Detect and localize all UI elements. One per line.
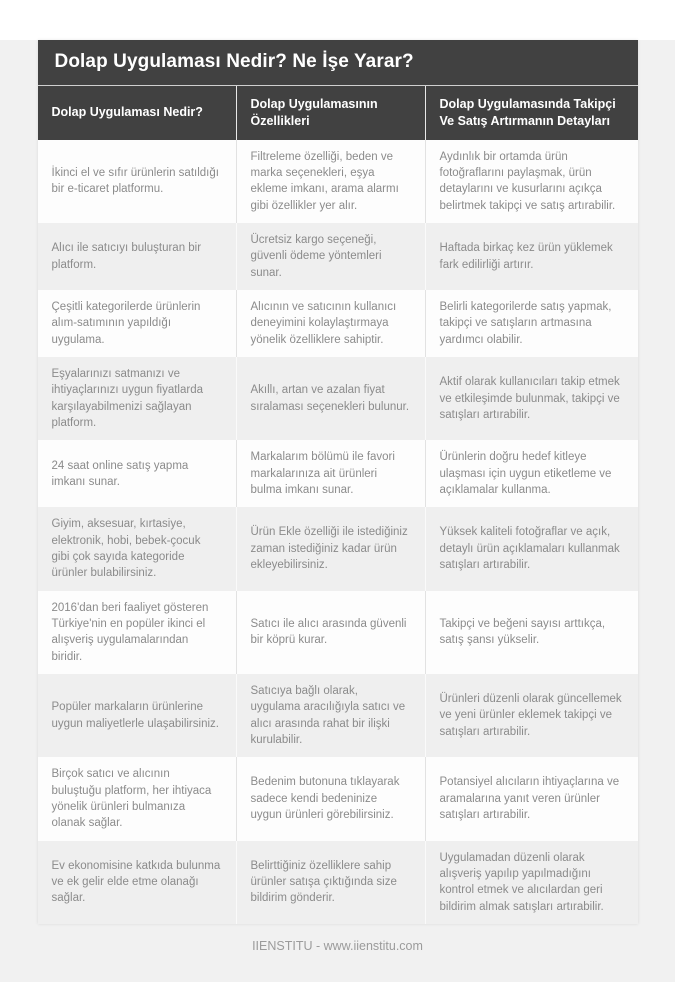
column-header-ozellikleri: Dolap Uygulamasının Özellikleri — [236, 86, 425, 140]
table-cell: 2016'dan beri faaliyet gösteren Türkiye'nin en popüler ikinci el alışveriş uygulamalarından biridir. — [51, 601, 209, 663]
table-cell: Ürünleri düzenli olarak güncellemek ve yeni ürünler eklemek takipçi ve satışları artırabilir. — [425, 674, 638, 757]
table-row — [38, 223, 638, 290]
table-cell: Çeşitli kategorilerde ürünlerin alım-satımının yapıldığı uygulama. — [51, 301, 201, 346]
table-cell: Alıcının ve satıcının kullanıcı deneyimini kolaylaştırmaya yönelik özelliklere sahiptir. — [236, 290, 425, 357]
footer-credit: IIENSTITU - www.iienstitu.com — [252, 938, 423, 953]
table-row — [38, 591, 638, 674]
table-row — [38, 140, 638, 223]
table-cell: Bedenim butonuna tıklayarak sadece kendi bedeninize uygun ürünleri görebilirsiniz. — [236, 757, 425, 840]
table-cell: Popüler markaların ürünlerine uygun maliyetlerle ulaşabilirsiniz. — [51, 701, 219, 730]
table-row — [38, 440, 638, 507]
table-cell: Ev ekonomisine katkıda bulunma ve ek gelir elde etme olanağı sağlar. — [51, 859, 221, 905]
page — [0, 40, 675, 982]
table-row — [38, 841, 638, 924]
table-row — [38, 507, 638, 590]
info-table-card — [38, 40, 638, 924]
table-cell: Eşyalarınızı satmanızı ve ihtiyaçlarınızı uygun fiyatlarda karşılayabilmenizi sağlayan platform. — [51, 368, 203, 430]
table-cell: Satıcıya bağlı olarak, uygulama aracılığıyla satıcı ve alıcı arasında rahat bir ilişki kurulabilir. — [236, 674, 425, 757]
page-title: Dolap Uygulaması Nedir? Ne İşe Yarar? — [38, 40, 638, 85]
table-row — [38, 357, 638, 440]
table-cell: Ürün Ekle özelliği ile istediğiniz zaman istediğiniz kadar ürün ekleyebilirsiniz. — [236, 507, 425, 590]
table-cell: Haftada birkaç kez ürün yüklemek fark edilirliği artırır. — [425, 223, 638, 290]
table-cell: 24 saat online satış yapma imkanı sunar. — [51, 459, 189, 488]
column-header-takipci-satis: Dolap Uygulamasında Takipçi Ve Satış Artırmanın Detayları — [425, 86, 638, 140]
table-cell: Uygulamadan düzenli olarak alışveriş yapılıp yapılmadığını kontrol etmek ve alıcılardan geri bildirim almak satışları artırabilir. — [425, 841, 638, 924]
table-cell: Yüksek kaliteli fotoğraflar ve açık, detaylı ürün açıklamaları kullanmak satışları artırabilir. — [425, 507, 638, 590]
table-cell: Markalarım bölümü ile favori markalarınıza ait ürünleri bulma imkanı sunar. — [236, 440, 425, 507]
table-cell: Birçok satıcı ve alıcının buluştuğu platform, her ihtiyaca yönelik ürünleri bulmanıza olanak sağlar. — [51, 768, 212, 830]
table-cell: Takipçi ve beğeni sayısı arttıkça, satış şansı yükselir. — [425, 591, 638, 674]
table-cell: Belirttiğiniz özelliklere sahip ürünler satışa çıktığında size bildirim gönderir. — [236, 841, 425, 924]
table-cell: Satıcı ile alıcı arasında güvenli bir köprü kurar. — [236, 591, 425, 674]
table-cell: Aydınlık bir ortamda ürün fotoğraflarını paylaşmak, ürün detaylarını ve kusurlarını açıkça belirtmek takipçi ve satış artırabilir. — [425, 140, 638, 223]
table-cell: Belirli kategorilerde satış yapmak, takipçi ve satışların artmasına yardımcı olabilir. — [425, 290, 638, 357]
column-header-nedir: Dolap Uygulaması Nedir? — [51, 105, 203, 120]
table-header-row — [38, 85, 638, 140]
table-cell: İkinci el ve sıfır ürünlerin satıldığı bir e-ticaret platformu. — [51, 167, 219, 196]
table-row — [38, 674, 638, 757]
table-cell: Ücretsiz kargo seçeneği, güvenli ödeme yöntemleri sunar. — [236, 223, 425, 290]
table-row — [38, 290, 638, 357]
table-cell: Aktif olarak kullanıcıları takip etmek ve etkileşimde bulunmak, takipçi ve satışları artırabilir. — [425, 357, 638, 440]
table-cell: Akıllı, artan ve azalan fiyat sıralaması seçenekleri bulunur. — [236, 357, 425, 440]
table-cell: Ürünlerin doğru hedef kitleye ulaşması için uygun etiketleme ve açıklamalar kullanma. — [425, 440, 638, 507]
table-cell: Alıcı ile satıcıyı buluşturan bir platform. — [51, 242, 202, 271]
table-cell: Potansiyel alıcıların ihtiyaçlarına ve aramalarına yanıt veren ürünler satışları artırabilir. — [425, 757, 638, 840]
table-row — [38, 757, 638, 840]
table-cell: Giyim, aksesuar, kırtasiye, elektronik, hobi, bebek-çocuk gibi çok sayıda kategoride ürünler bulabilirsiniz. — [51, 518, 201, 580]
table-cell: Filtreleme özelliği, beden ve marka seçenekleri, eşya ekleme imkanı, arama alarmı gibi özellikler yer alır. — [236, 140, 425, 223]
